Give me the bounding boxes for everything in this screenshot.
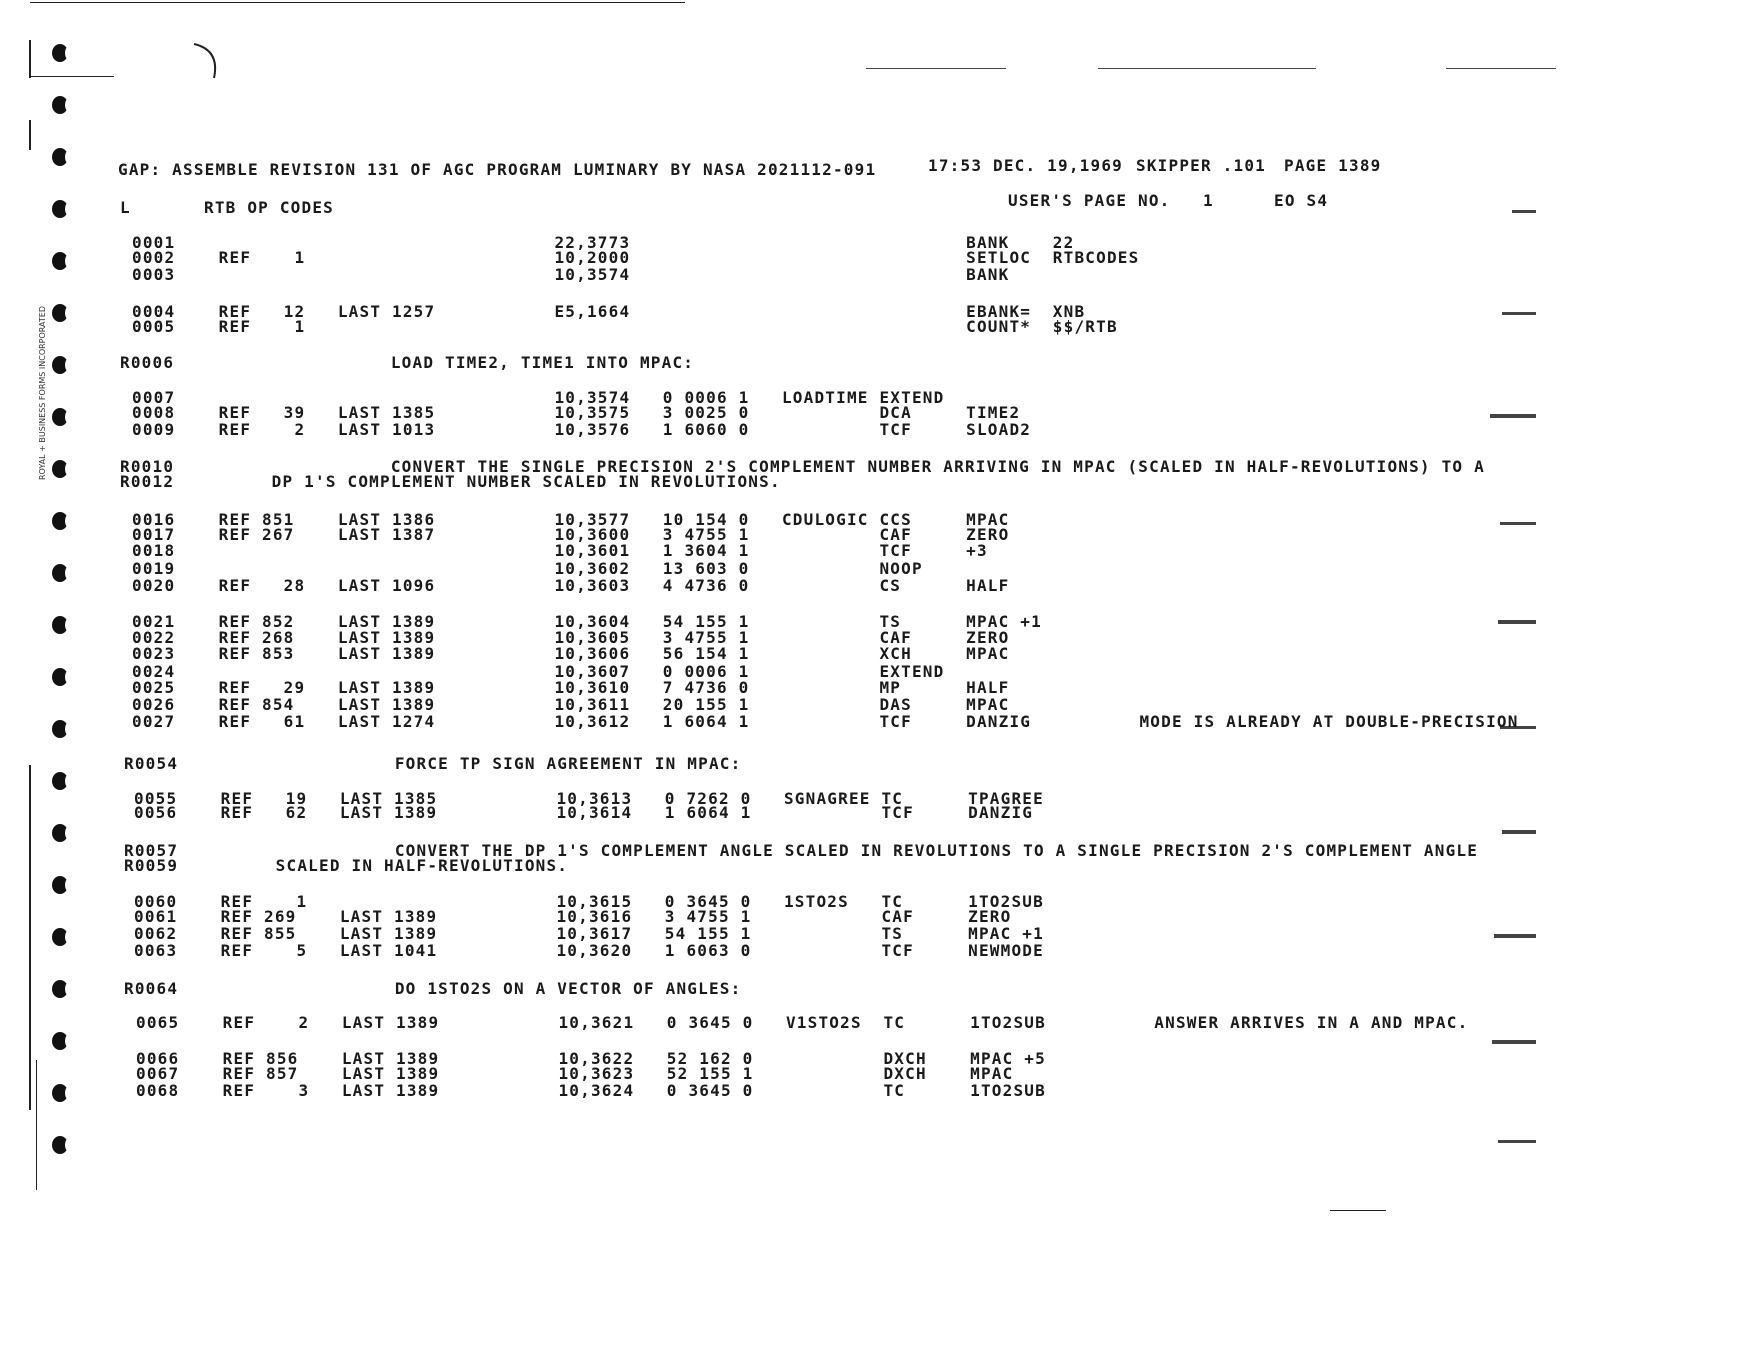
- listing-line: 0067 REF 857 LAST 1389 10,3623 52 155 1 DXCH MPAC: [136, 1064, 1014, 1083]
- feed-hole: [52, 772, 68, 790]
- remark-line: R0057 CONVERT THE DP 1'S COMPLEMENT ANGLE SCALED IN REVOLUTIONS TO A SINGLE PRECISION 2'S COMPLEMENT ANGLE: [124, 841, 1479, 860]
- left-border-line: [29, 40, 31, 78]
- listing-line: 0017 REF 267 LAST 1387 10,3600 3 4755 1 CAF ZERO: [132, 525, 1010, 544]
- left-border-line-3: [29, 120, 31, 150]
- feed-hole: [52, 1084, 68, 1102]
- right-edge-mark: [1498, 620, 1536, 624]
- feed-hole: [52, 252, 68, 270]
- remark-line: R0064 DO 1STO2S ON A VECTOR OF ANGLES:: [124, 979, 742, 998]
- left-border-line-2: [30, 76, 114, 77]
- listing-line: 0018 10,3601 1 3604 1 TCF +3: [132, 541, 988, 560]
- listing-line: 0025 REF 29 LAST 1389 10,3610 7 4736 0 MP HALF: [132, 678, 1010, 697]
- listing-line: 0008 REF 39 LAST 1385 10,3575 3 0025 0 DCA TIME2: [132, 403, 1021, 422]
- feed-hole: [52, 148, 68, 166]
- right-edge-mark: [1502, 312, 1536, 315]
- log-section-title: RTB OP CODES: [204, 198, 334, 217]
- listing-line: 0002 REF 1 10,2000 SETLOC RTBCODES: [132, 248, 1140, 267]
- top-dashed-mark: [866, 68, 1006, 69]
- remark-line: R0010 CONVERT THE SINGLE PRECISION 2'S COMPLEMENT NUMBER ARRIVING IN MPAC (SCALED IN HALF-REVOLUTIONS) TO A: [120, 457, 1485, 476]
- listing-line: 0004 REF 12 LAST 1257 E5,1664 EBANK= XNB: [132, 302, 1086, 321]
- feed-hole: [52, 304, 68, 322]
- feed-hole: [52, 200, 68, 218]
- listing-line: 0063 REF 5 LAST 1041 10,3620 1 6063 0 TCF NEWMODE: [134, 941, 1044, 960]
- feed-hole: [52, 44, 68, 62]
- right-edge-mark: [1494, 934, 1536, 938]
- listing-line: 0005 REF 1 COUNT* $$/RTB: [132, 317, 1118, 336]
- feed-hole: [52, 96, 68, 114]
- listing-line: 0020 REF 28 LAST 1096 10,3603 4 4736 0 CS HALF: [132, 576, 1010, 595]
- listing-line: 0065 REF 2 LAST 1389 10,3621 0 3645 0 V1STO2S TC 1TO2SUB ANSWER ARRIVES IN A AND MPAC.: [136, 1013, 1469, 1032]
- operator-id: SKIPPER .101: [1136, 156, 1266, 175]
- feed-hole: [52, 668, 68, 686]
- top-rule: [30, 2, 685, 3]
- listing-line: 0027 REF 61 LAST 1274 10,3612 1 6064 1 TCF DANZIG MODE IS ALREADY AT DOUBLE-PRECISION: [132, 712, 1519, 731]
- right-edge-mark: [1512, 210, 1536, 213]
- remark-line: R0006 LOAD TIME2, TIME1 INTO MPAC:: [120, 353, 695, 372]
- paren-mark: [190, 40, 230, 85]
- feed-hole: [52, 616, 68, 634]
- feed-hole: [52, 720, 68, 738]
- log-prefix: L: [120, 198, 131, 217]
- feed-hole: [52, 876, 68, 894]
- listing-line: 0022 REF 268 LAST 1389 10,3605 3 4755 1 CAF ZERO: [132, 628, 1010, 647]
- left-margin-line-2: [36, 1060, 37, 1190]
- feed-hole: [52, 512, 68, 530]
- listing-line: 0021 REF 852 LAST 1389 10,3604 54 155 1 TS MPAC +1: [132, 612, 1042, 631]
- listing-line: 0001 22,3773 BANK 22: [132, 233, 1075, 252]
- listing-line: 0009 REF 2 LAST 1013 10,3576 1 6060 0 TCF SLOAD2: [132, 420, 1032, 439]
- margin-form-text: ROYAL + BUSINESS FORMS INCORPORATED: [38, 306, 47, 480]
- feed-hole: [52, 356, 68, 374]
- listing-line: 0024 10,3607 0 0006 1 EXTEND: [132, 662, 945, 681]
- feed-hole: [52, 824, 68, 842]
- right-edge-mark: [1498, 1140, 1536, 1143]
- left-margin-line: [29, 765, 31, 1110]
- remark-line: R0012 DP 1'S COMPLEMENT NUMBER SCALED IN REVOLUTIONS.: [120, 472, 781, 491]
- feed-hole: [52, 1032, 68, 1050]
- listing-line: 0007 10,3574 0 0006 1 LOADTIME EXTEND: [132, 388, 945, 407]
- listing-line: 0066 REF 856 LAST 1389 10,3622 52 162 0 DXCH MPAC +5: [136, 1049, 1046, 1068]
- listing-line: 0060 REF 1 10,3615 0 3645 0 1STO2S TC 1TO2SUB: [134, 892, 1044, 911]
- assembly-title: GAP: ASSEMBLE REVISION 131 OF AGC PROGRAM LUMINARY BY NASA 2021112-091: [118, 160, 877, 179]
- feed-hole: [52, 928, 68, 946]
- feed-hole: [52, 564, 68, 582]
- listing-line: 0056 REF 62 LAST 1389 10,3614 1 6064 1 TCF DANZIG: [134, 803, 1034, 822]
- top-dashed-mark-3: [1446, 68, 1556, 69]
- listing-line: 0019 10,3602 13 603 0 NOOP: [132, 559, 923, 578]
- listing-line: 0062 REF 855 LAST 1389 10,3617 54 155 1 TS MPAC +1: [134, 924, 1044, 943]
- feed-hole: [52, 980, 68, 998]
- listing-line: 0061 REF 269 LAST 1389 10,3616 3 4755 1 CAF ZERO: [134, 907, 1012, 926]
- eo-code: EO S4: [1274, 191, 1329, 210]
- listing-line: 0003 10,3574 BANK: [132, 265, 1010, 284]
- listing-line: 0016 REF 851 LAST 1386 10,3577 10 154 0 CDULOGIC CCS MPAC: [132, 510, 1010, 529]
- right-edge-mark: [1502, 830, 1536, 834]
- feed-hole: [52, 408, 68, 426]
- print-timestamp: 17:53 DEC. 19,1969: [928, 156, 1123, 175]
- right-edge-mark: [1492, 1040, 1536, 1044]
- feed-hole: [52, 460, 68, 478]
- right-edge-mark: [1490, 414, 1536, 418]
- feed-hole: [52, 1136, 68, 1154]
- remark-line: R0059 SCALED IN HALF-REVOLUTIONS.: [124, 856, 569, 875]
- remark-line: R0054 FORCE TP SIGN AGREEMENT IN MPAC:: [124, 754, 742, 773]
- bottom-right-rule: [1330, 1210, 1386, 1211]
- page-number: PAGE 1389: [1284, 156, 1382, 175]
- listing-line: 0055 REF 19 LAST 1385 10,3613 0 7262 0 SGNAGREE TC TPAGREE: [134, 789, 1044, 808]
- listing-line: 0068 REF 3 LAST 1389 10,3624 0 3645 0 TC 1TO2SUB: [136, 1081, 1046, 1100]
- listing-line: 0026 REF 854 LAST 1389 10,3611 20 155 1 DAS MPAC: [132, 695, 1010, 714]
- users-page-number: USER'S PAGE NO. 1: [1008, 191, 1214, 210]
- listing-line: 0023 REF 853 LAST 1389 10,3606 56 154 1 XCH MPAC: [132, 644, 1010, 663]
- top-dashed-mark-2: [1098, 68, 1316, 69]
- right-edge-mark: [1500, 522, 1536, 525]
